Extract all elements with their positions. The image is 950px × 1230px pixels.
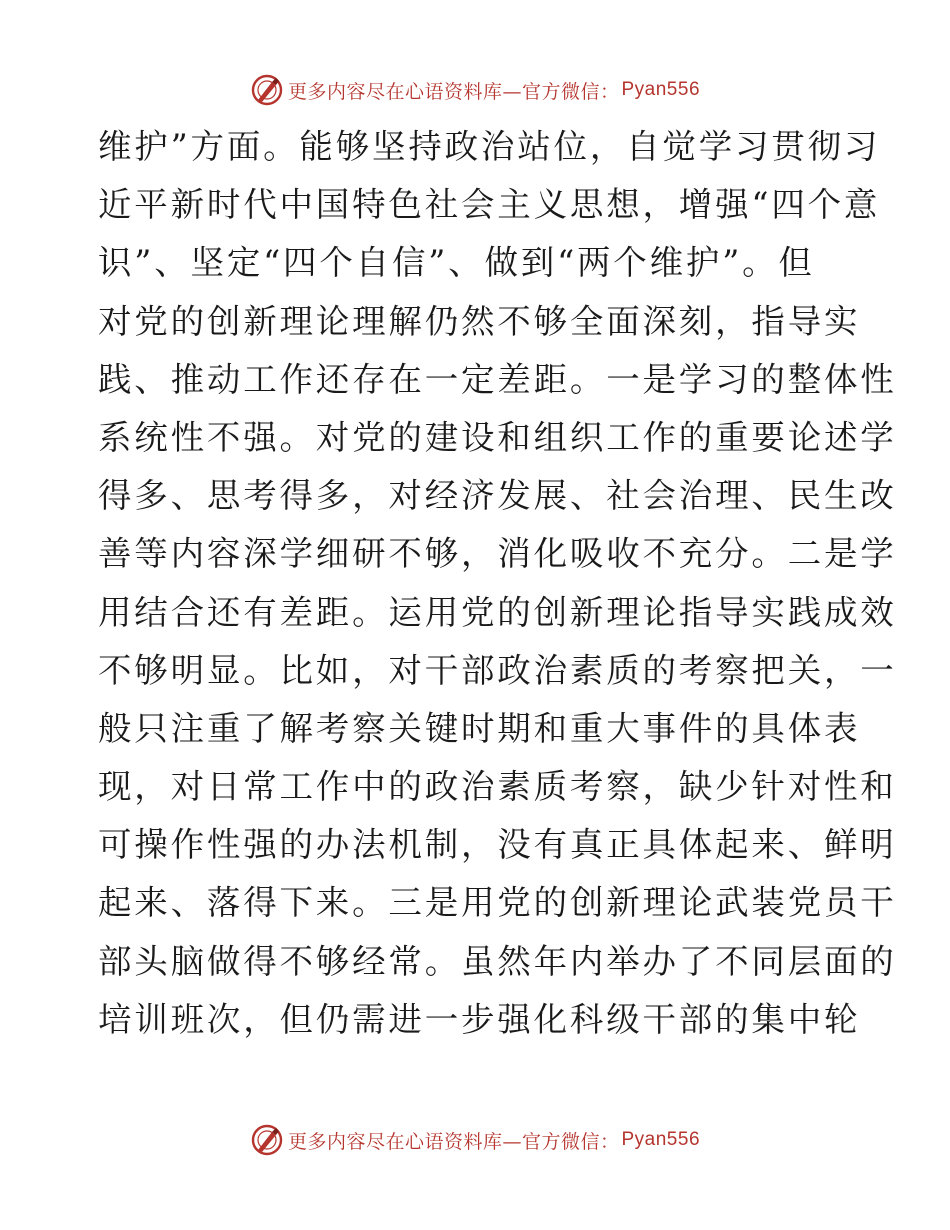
text-line: 识”、坚定“四个自信”、做到“两个维护”。但: [98, 243, 815, 283]
pen-logo-icon: [250, 1123, 284, 1157]
footer-text: 更多内容尽在心语资料库—官方微信：: [287, 1130, 620, 1153]
text-line: 不够明显。比如，对干部政治素质的考察把关，一: [98, 650, 897, 690]
header-wechat-id: Pyan556: [621, 79, 701, 100]
text-line: 维护”方面。能够坚持政治站位，自觉学习贯彻习: [98, 127, 881, 166]
text-line: 对党的创新理论理解仍然不够全面深刻，指导实: [98, 301, 861, 341]
text-line: 近平新时代中国特色社会主义思想，增强“四个意: [98, 185, 881, 225]
footer-wechat-id: Pyan556: [621, 1129, 701, 1150]
text-line: 可操作性强的办法机制，没有真正具体起来、鲜明: [98, 825, 897, 865]
header-banner: [0, 70, 950, 110]
text-line: 起来、落得下来。三是用党的创新理论武装党员干: [98, 883, 897, 923]
header-text: 更多内容尽在心语资料库—官方微信：: [287, 80, 620, 103]
document-body: [98, 118, 897, 1049]
text-line: 般只注重了解考察关键时期和重大事件的具体表: [98, 708, 861, 748]
text-line: 现，对日常工作中的政治素质考察，缺少针对性和: [98, 767, 897, 807]
footer-banner: [0, 1120, 950, 1160]
text-line: 部头脑做得不够经常。虽然年内举办了不同层面的: [98, 941, 897, 981]
text-line: 系统性不强。对党的建设和组织工作的重要论述学: [98, 417, 897, 457]
pen-logo-icon: [250, 73, 284, 107]
text-line: 善等内容深学细研不够，消化吸收不充分。二是学: [98, 534, 897, 574]
text-line: 用结合还有差距。运用党的创新理论指导实践成效: [98, 592, 897, 632]
text-line: 得多、思考得多，对经济发展、社会治理、民生改: [98, 476, 897, 516]
text-line: 践、推动工作还存在一定差距。一是学习的整体性: [98, 359, 897, 399]
text-line: 培训班次，但仍需进一步强化科级干部的集中轮: [98, 999, 861, 1039]
